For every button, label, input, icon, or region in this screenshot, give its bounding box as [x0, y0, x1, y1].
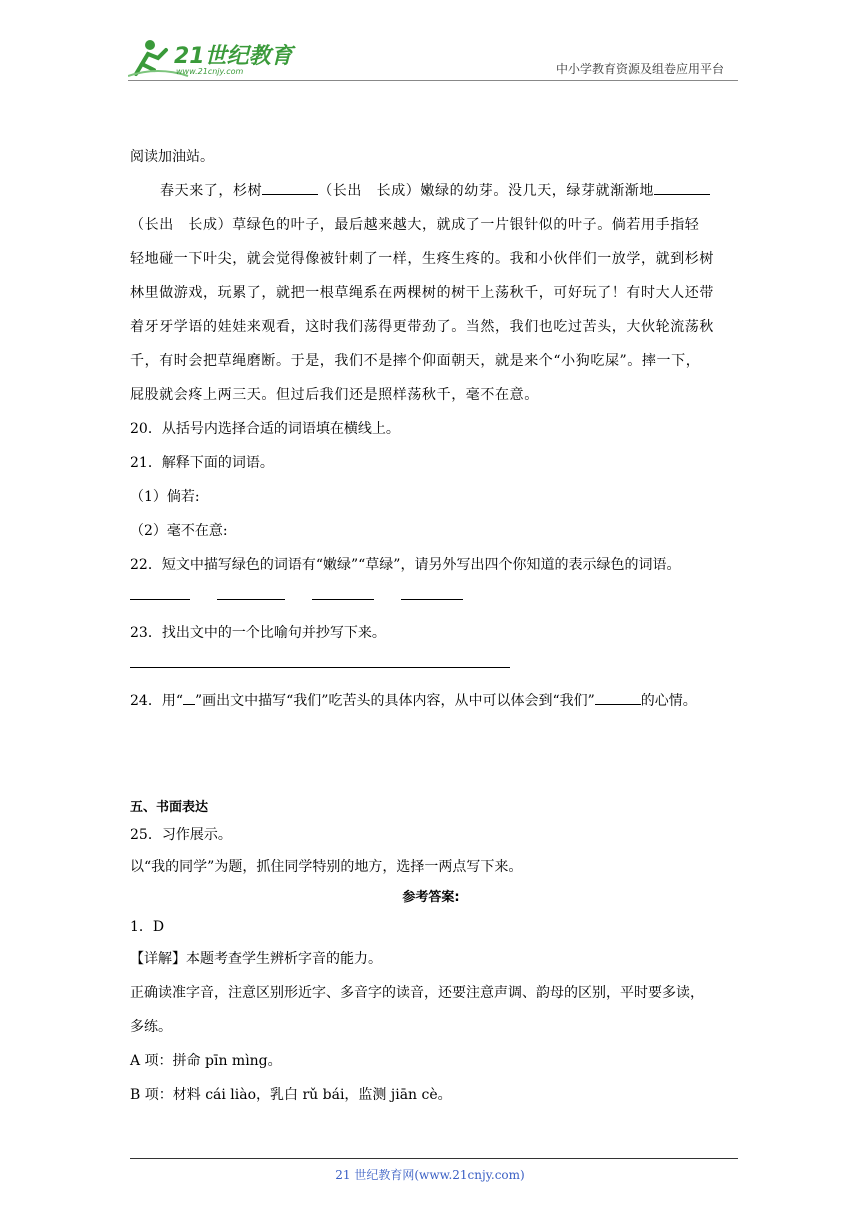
- logo-icon: [128, 36, 328, 80]
- passage-line-2: （长出 长成）草绿色的叶子，最后越来越大，就成了一片银针似的叶子。倘若用手指轻: [130, 217, 700, 233]
- question-21-2: （2）毫不在意:: [130, 523, 228, 539]
- answer-blank[interactable]: [130, 667, 510, 668]
- answer-blanks-22: [130, 588, 463, 604]
- answer-blank[interactable]: [401, 599, 463, 600]
- passage-line-7: 屁股就会疼上两三天。但过后我们还是照样荡秋千，毫不在意。: [130, 387, 539, 403]
- passage-line-3: 轻地碰一下叶尖，就会觉得像被针刺了一样，生疼生疼的。我和小伙伴们一放学，就到杉树: [130, 251, 714, 267]
- header-platform-text: 中小学教育资源及组卷应用平台: [555, 62, 724, 76]
- answer-blank[interactable]: [595, 704, 641, 705]
- question-25: 25．习作展示。: [130, 827, 232, 843]
- answer-blank[interactable]: [130, 599, 190, 600]
- question-23: 23．找出文中的一个比喻句并抄写下来。: [130, 625, 386, 641]
- footer-divider: [130, 1158, 738, 1159]
- question-20: 20．从括号内选择合适的词语填在横线上。: [130, 421, 400, 437]
- answer-explain-2: 多练。: [130, 1019, 172, 1035]
- header-divider: [128, 80, 738, 81]
- question-25-text: 以“我的同学”为题，抓住同学特别的地方，选择一两点写下来。: [130, 859, 523, 875]
- question-21-1: （1）倘若:: [130, 489, 200, 505]
- answer-detail: 【详解】本题考查学生辨析字音的能力。: [130, 951, 382, 967]
- answer-option-b: B 项：材料 cái liào，乳白 rǔ bái，监测 jiān cè。: [130, 1087, 452, 1103]
- logo: [128, 36, 328, 80]
- answer-1: 1．D: [130, 919, 165, 935]
- section-5-heading: 五、书面表达: [130, 800, 209, 815]
- fill-blank-1[interactable]: [262, 194, 318, 195]
- svg-text:www.21cnjy.com: www.21cnjy.com: [176, 67, 244, 76]
- reading-title: 阅读加油站。: [130, 149, 214, 165]
- answer-blank[interactable]: [217, 599, 285, 600]
- answer-blank[interactable]: [312, 599, 374, 600]
- answer-option-a: A 项：拼命 pīn mìng。: [130, 1053, 282, 1069]
- answers-heading: 参考答案:: [402, 890, 460, 905]
- passage-line-5: 着牙牙学语的娃娃来观看，这时我们荡得更带劲了。当然，我们也吃过苦头，大伙轮流荡秋: [130, 319, 714, 335]
- underline-mark: [183, 704, 195, 705]
- passage-line-4: 林里做游戏，玩累了，就把一根草绳系在两棵树的树干上荡秋千，可好玩了！有时大人还带: [130, 285, 714, 301]
- passage-line-1: 春天来了，杉树 （长出 长成）嫩绿的幼芽。没几天，绿芽就渐渐地: [130, 180, 762, 200]
- answer-line-23: [130, 656, 510, 672]
- footer-text: 21 世纪教育网(www.21cnjy.com): [335, 1168, 525, 1182]
- passage-line-6: 千，有时会把草绳磨断。于是，我们不是摔个仰面朝天，就是来个“小狗吃屎”。摔一下，: [130, 353, 701, 369]
- question-21: 21．解释下面的词语。: [130, 455, 274, 471]
- question-24: 24．用“ ”画出文中描写“我们”吃苦头的具体内容，从中可以体会到“我们” 的心情。: [130, 693, 697, 709]
- question-22: 22．短文中描写绿色的词语有“嫩绿”“草绿”，请另外写出四个你知道的表示绿色的词语。: [130, 557, 681, 573]
- fill-blank-2[interactable]: [654, 194, 710, 195]
- answer-explain-1: 正确读准字音，注意区别形近字、多音字的读音，还要注意声调、韵母的区别，平时要多读，: [130, 985, 704, 1001]
- svg-text:21世纪教育: 21世纪教育: [174, 44, 293, 69]
- page-header: [0, 0, 860, 90]
